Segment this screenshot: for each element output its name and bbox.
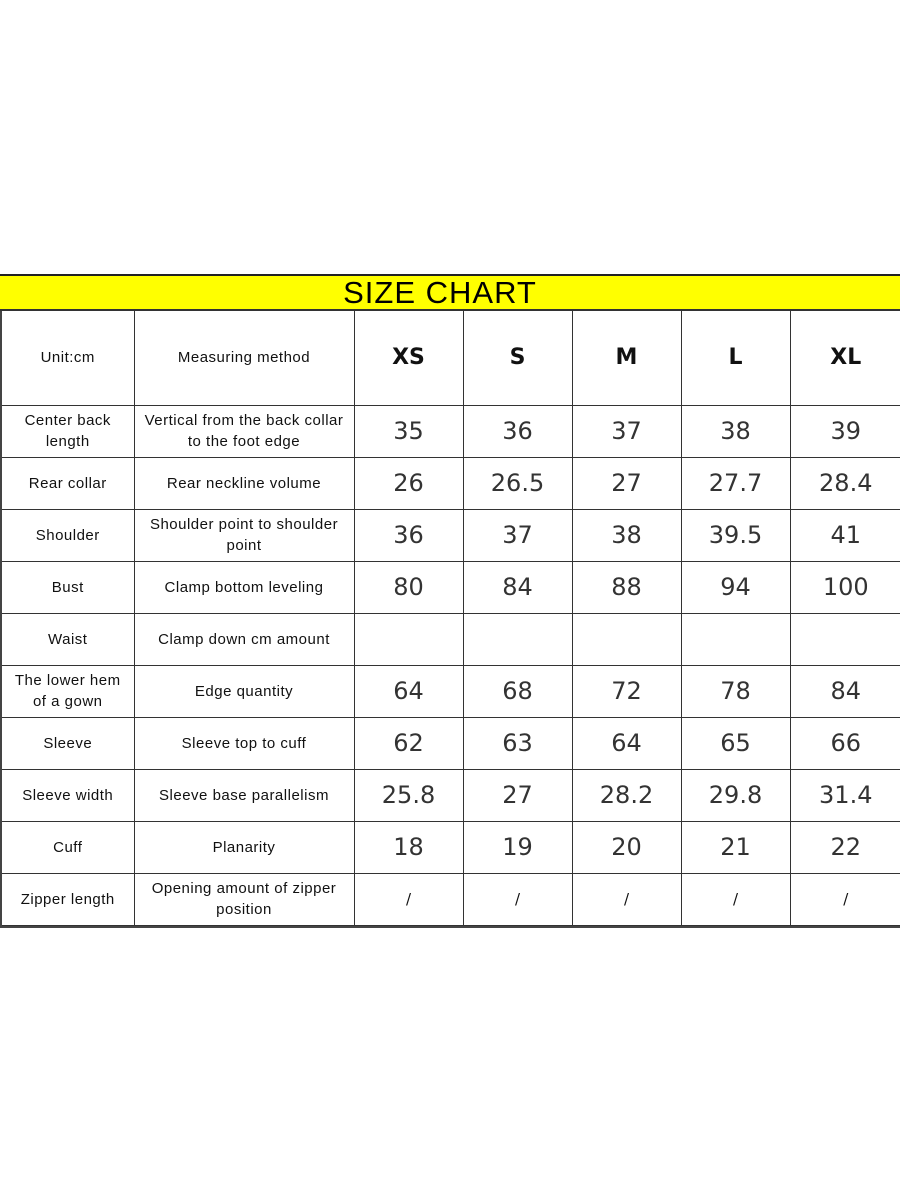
table-row (1, 821, 900, 873)
table-bottom-border (0, 926, 900, 928)
size-header-m: M (572, 310, 681, 405)
value-cell-xl: 41 (790, 509, 900, 561)
size-header-xl: XL (790, 310, 900, 405)
value-cell-xs: 64 (354, 665, 463, 717)
size-chart-title-bar (0, 274, 900, 309)
value-cell-m: 88 (572, 561, 681, 613)
table-row (1, 717, 900, 769)
value-cell-xl: 39 (790, 405, 900, 457)
value-cell-xl (790, 613, 900, 665)
value-cell-s: 84 (463, 561, 572, 613)
value-cell-xl: 84 (790, 665, 900, 717)
table-row (1, 457, 900, 509)
value-cell-xl: 31.4 (790, 769, 900, 821)
value-cell-xl: 66 (790, 717, 900, 769)
size-table (0, 309, 900, 926)
size-chart (0, 274, 900, 928)
value-cell-l: 29.8 (681, 769, 790, 821)
size-header-l: L (681, 310, 790, 405)
measurement-name: Zipper length (1, 873, 134, 925)
value-cell-l: 39.5 (681, 509, 790, 561)
measurement-name: Sleeve width (1, 769, 134, 821)
value-cell-s: / (463, 873, 572, 925)
value-cell-s: 19 (463, 821, 572, 873)
method-header: Measuring method (134, 310, 354, 405)
measuring-method: Rear neckline volume (134, 457, 354, 509)
table-row (1, 665, 900, 717)
measurement-name: Rear collar (1, 457, 134, 509)
value-cell-l: / (681, 873, 790, 925)
value-cell-l: 27.7 (681, 457, 790, 509)
measuring-method: Sleeve base parallelism (134, 769, 354, 821)
value-cell-s: 26.5 (463, 457, 572, 509)
value-cell-l: 78 (681, 665, 790, 717)
measurement-name: The lower hem of a gown (1, 665, 134, 717)
value-cell-m: / (572, 873, 681, 925)
value-cell-m: 20 (572, 821, 681, 873)
value-cell-l: 38 (681, 405, 790, 457)
value-cell-xs: 25.8 (354, 769, 463, 821)
table-row (1, 769, 900, 821)
value-cell-xl: / (790, 873, 900, 925)
size-header-xs: XS (354, 310, 463, 405)
size-header-s: S (463, 310, 572, 405)
table-row (1, 405, 900, 457)
value-cell-m: 28.2 (572, 769, 681, 821)
measurement-name: Center back length (1, 405, 134, 457)
value-cell-s (463, 613, 572, 665)
measuring-method: Edge quantity (134, 665, 354, 717)
measuring-method: Opening amount of zipper position (134, 873, 354, 925)
value-cell-m (572, 613, 681, 665)
value-cell-l: 94 (681, 561, 790, 613)
value-cell-xl: 28.4 (790, 457, 900, 509)
measurement-name: Bust (1, 561, 134, 613)
value-cell-xs (354, 613, 463, 665)
value-cell-m: 37 (572, 405, 681, 457)
value-cell-xs: / (354, 873, 463, 925)
measuring-method: Planarity (134, 821, 354, 873)
measurement-name: Cuff (1, 821, 134, 873)
table-row (1, 873, 900, 925)
measurement-name: Sleeve (1, 717, 134, 769)
value-cell-m: 64 (572, 717, 681, 769)
value-cell-xs: 80 (354, 561, 463, 613)
value-cell-l: 21 (681, 821, 790, 873)
header-row (1, 310, 900, 405)
value-cell-m: 27 (572, 457, 681, 509)
value-cell-xl: 22 (790, 821, 900, 873)
measuring-method: Shoulder point to shoulder point (134, 509, 354, 561)
table-row (1, 509, 900, 561)
measurement-name: Waist (1, 613, 134, 665)
measuring-method: Sleeve top to cuff (134, 717, 354, 769)
value-cell-xs: 26 (354, 457, 463, 509)
value-cell-l: 65 (681, 717, 790, 769)
value-cell-xs: 18 (354, 821, 463, 873)
value-cell-s: 27 (463, 769, 572, 821)
table-row (1, 561, 900, 613)
value-cell-s: 63 (463, 717, 572, 769)
value-cell-m: 72 (572, 665, 681, 717)
measuring-method: Clamp bottom leveling (134, 561, 354, 613)
value-cell-s: 37 (463, 509, 572, 561)
value-cell-xs: 36 (354, 509, 463, 561)
value-cell-s: 36 (463, 405, 572, 457)
measuring-method: Clamp down cm amount (134, 613, 354, 665)
size-chart-title: SIZE CHART (343, 274, 537, 310)
measurement-name: Shoulder (1, 509, 134, 561)
table-row (1, 613, 900, 665)
value-cell-m: 38 (572, 509, 681, 561)
value-cell-xl: 100 (790, 561, 900, 613)
unit-header: Unit:cm (1, 310, 134, 405)
value-cell-xs: 35 (354, 405, 463, 457)
value-cell-xs: 62 (354, 717, 463, 769)
measuring-method: Vertical from the back collar to the foot edge (134, 405, 354, 457)
value-cell-l (681, 613, 790, 665)
value-cell-s: 68 (463, 665, 572, 717)
